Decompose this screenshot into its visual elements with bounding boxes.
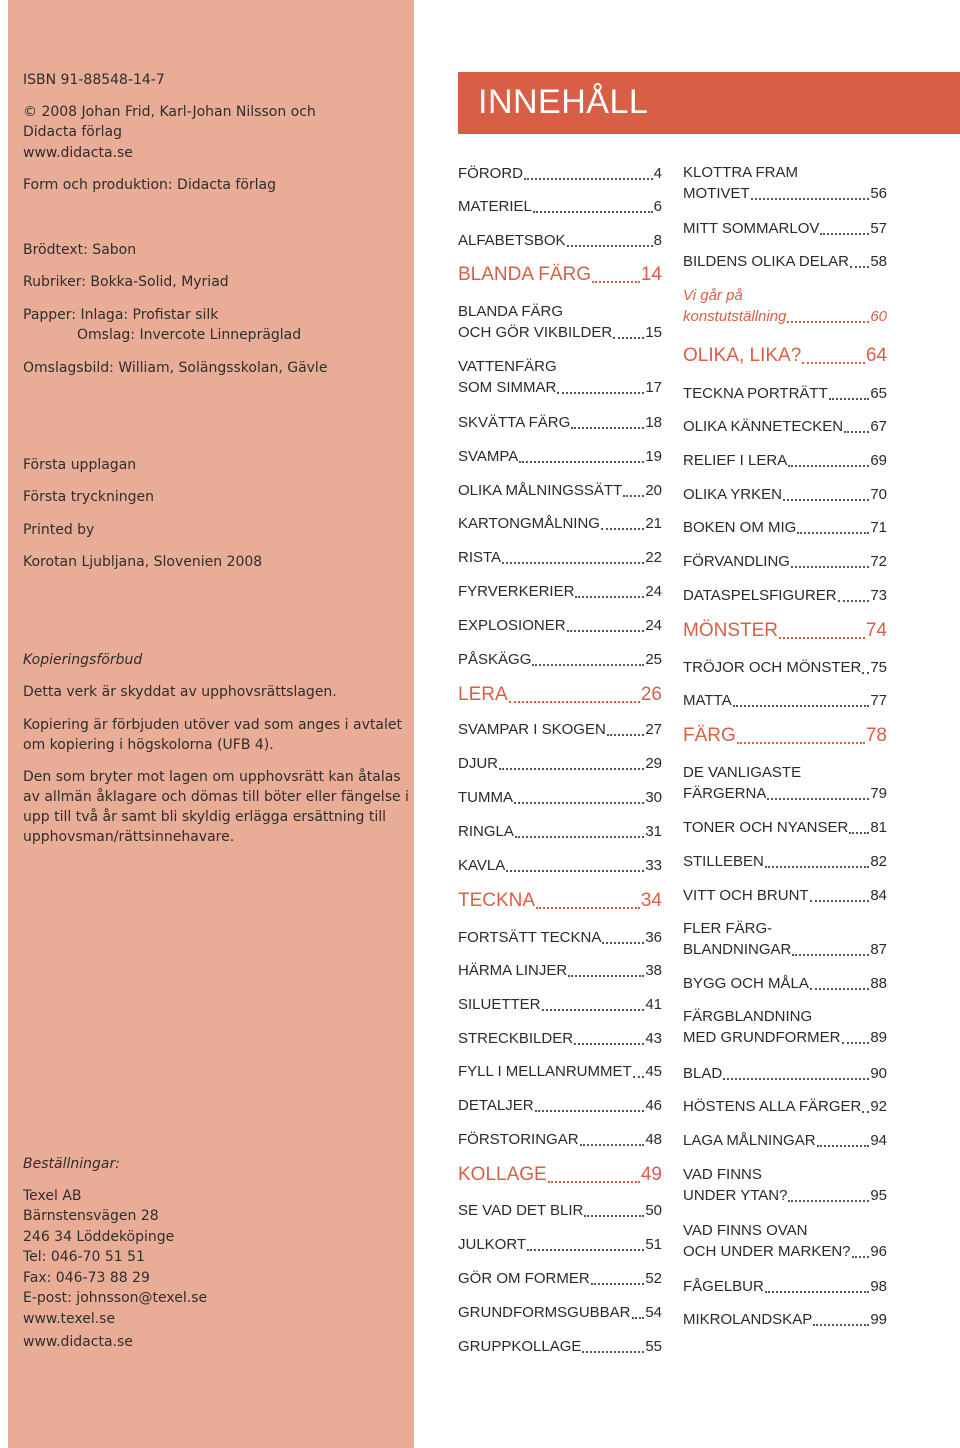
toc-entry-title: HÖSTENS ALLA FÄRGER — [683, 1098, 862, 1115]
toc-entry[interactable] — [683, 484, 887, 505]
toc-leader-dots — [582, 1351, 644, 1353]
toc-entry-title: HÄRMA LINJER — [458, 962, 568, 979]
toc-leader-dots — [850, 266, 869, 268]
toc-entry-title: VATTENFÄRG — [458, 358, 557, 375]
toc-entry-title: TECKNA PORTRÄTT — [683, 385, 828, 402]
toc-entry-title: GRUPPKOLLAGE — [458, 1338, 582, 1355]
toc-entry-title: KAVLA — [458, 857, 506, 874]
toc-leader-dots — [533, 211, 653, 213]
toc-page-number: 73 — [870, 587, 887, 604]
toc-page-number: 29 — [645, 755, 662, 772]
toc-entry[interactable] — [683, 762, 887, 804]
toc-entry[interactable] — [683, 585, 887, 606]
toc-entry[interactable] — [683, 851, 887, 872]
toc-entry[interactable] — [458, 821, 662, 842]
toc-page-number: 79 — [870, 785, 887, 802]
toc-page-number: 24 — [645, 583, 662, 600]
toc-entry[interactable] — [458, 1095, 662, 1116]
toc-entry-title: SOM SIMMAR — [458, 379, 557, 396]
toc-entry-title: STRECKBILDER — [458, 1030, 574, 1047]
orders-heading: Beställningar: — [23, 1156, 120, 1172]
toc-leader-dots — [591, 1283, 645, 1285]
toc-entry[interactable] — [458, 1336, 662, 1357]
toc-entry[interactable] — [458, 1163, 662, 1187]
toc-entry-title: ALFABETSBOK — [458, 232, 566, 249]
toc-page-number: 71 — [870, 519, 887, 536]
toc-page-number: 34 — [640, 890, 662, 911]
toc-entry[interactable] — [683, 817, 887, 838]
toc-page-number: 84 — [870, 887, 887, 904]
toc-page-number: 89 — [870, 1029, 887, 1046]
toc-entry[interactable] — [683, 690, 887, 711]
toc-entry[interactable] — [683, 619, 887, 643]
toc-page-number: 6 — [653, 198, 662, 215]
website-link[interactable]: www.didacta.se — [23, 145, 133, 161]
toc-entry-title: SE VAD DET BLIR — [458, 1202, 584, 1219]
toc-leader-dots — [842, 1042, 870, 1044]
toc-entry-title: DE VANLIGASTE — [683, 764, 802, 781]
toc-leader-dots — [844, 431, 869, 433]
brodtext-credit: Brödtext: Sabon — [23, 242, 137, 258]
toc-entry[interactable] — [458, 1028, 662, 1049]
toc-entry[interactable] — [458, 412, 662, 433]
toc-entry[interactable] — [683, 1164, 887, 1206]
toc-entry-title: FÖRVANDLING — [683, 553, 790, 570]
toc-entry[interactable] — [683, 918, 887, 960]
toc-entry-title: MOTIVET — [683, 185, 750, 202]
toc-entry-title: MATTA — [683, 692, 732, 709]
toc-page-number: 36 — [645, 929, 662, 946]
toc-leader-dots — [506, 870, 644, 872]
toc-entry-title: BLAD — [683, 1065, 723, 1082]
toc-entry-title: BLANDNINGAR — [683, 941, 792, 958]
toc-leader-dots — [838, 600, 870, 602]
toc-page-number: 30 — [645, 789, 662, 806]
toc-entry-title: FYLL I MELLANRUMMET — [458, 1063, 632, 1080]
toc-entry-title: STILLEBEN — [683, 853, 764, 870]
papper-inlaga: Papper: Inlaga: Profistar silk — [23, 307, 219, 323]
toc-entry[interactable] — [683, 383, 887, 404]
toc-entry[interactable] — [683, 724, 887, 748]
toc-entry[interactable] — [458, 994, 662, 1015]
toc-page-number: 18 — [645, 414, 662, 431]
toc-entry-title: OLIKA YRKEN — [683, 486, 782, 503]
toc-leader-dots — [519, 461, 644, 463]
toc-entry[interactable] — [683, 885, 887, 906]
toc-entry-title: MÖNSTER — [683, 620, 778, 641]
omslagsbild-credit: Omslagsbild: William, Solängsskolan, Gävle — [23, 360, 328, 376]
toc-entry-title: BILDENS OLIKA DELAR — [683, 253, 849, 270]
toc-page-number: 70 — [870, 486, 887, 503]
toc-leader-dots — [515, 836, 644, 838]
toc-leader-dots — [765, 866, 869, 868]
toc-entry[interactable] — [683, 657, 887, 678]
toc-page-number: 24 — [645, 617, 662, 634]
copyright-line-1: © 2008 Johan Frid, Karl-Johan Nilsson och — [23, 104, 316, 120]
copyright-line-2: Didacta förlag — [23, 124, 122, 140]
toc-leader-dots — [602, 942, 644, 944]
toc-entry-title: UNDER YTAN? — [683, 1187, 788, 1204]
toc-entry[interactable] — [683, 218, 887, 239]
toc-leader-dots — [574, 1043, 644, 1045]
toc-entry-title: LERA — [458, 684, 508, 705]
toc-entry-title: GRUNDFORMSGUBBAR — [458, 1304, 631, 1321]
copy-ban-p1: Detta verk är skyddat av upphovsrättslagen. — [23, 684, 337, 700]
toc-page-number: 99 — [870, 1311, 887, 1328]
edition: Första upplagan — [23, 457, 137, 473]
orders-street: Bärnstensvägen 28 — [23, 1208, 159, 1224]
toc-leader-dots — [862, 672, 869, 674]
toc-entry-title: VAD FINNS — [683, 1166, 762, 1183]
toc-entry[interactable] — [458, 1234, 662, 1255]
toc-page-number: 49 — [640, 1164, 662, 1185]
toc-entry-title: VAD FINNS OVAN — [683, 1222, 808, 1239]
toc-entry-title: FÄRGERNA — [683, 785, 767, 802]
orders-fax: Fax: 046-73 88 29 — [23, 1270, 150, 1286]
toc-page-number: 26 — [640, 684, 662, 705]
orders-email[interactable]: E-post: johnsson@texel.se — [23, 1290, 208, 1306]
toc-leader-dots — [502, 562, 644, 564]
toc-leader-dots — [532, 664, 644, 666]
toc-page-number: 8 — [653, 232, 662, 249]
toc-entry-title: FLER FÄRG- — [683, 920, 773, 937]
toc-entry-title: BYGG OCH MÅLA — [683, 975, 809, 992]
toc-leader-dots — [737, 742, 865, 744]
rubriker-credit: Rubriker: Bokka-Solid, Myriad — [23, 274, 229, 290]
toc-leader-dots — [567, 245, 653, 247]
toc-entry-title: MITT SOMMARLOV — [683, 220, 820, 237]
copy-ban-p2: Kopiering är förbjuden utöver vad som anges i avtalet om kopiering i högskolorna (UFB 4). — [23, 717, 402, 753]
toc-leader-dots — [557, 392, 644, 394]
toc-leader-dots — [580, 1144, 645, 1146]
toc-leader-dots — [509, 701, 640, 703]
toc-leader-dots — [524, 178, 653, 180]
toc-page-number: 43 — [645, 1030, 662, 1047]
toc-entry[interactable] — [683, 416, 887, 437]
toc-leader-dots — [862, 1111, 869, 1113]
toc-entry[interactable] — [458, 480, 662, 501]
toc-column-2 — [683, 0, 887, 1448]
orders-company: Texel AB — [23, 1188, 82, 1204]
toc-leader-dots — [849, 832, 869, 834]
toc-page-number: 38 — [645, 962, 662, 979]
toc-entry[interactable] — [683, 1130, 887, 1151]
toc-entry[interactable] — [683, 1276, 887, 1297]
toc-entry-title: TONER OCH NYANSER — [683, 819, 849, 836]
toc-entry-title: FYRVERKERIER — [458, 583, 575, 600]
toc-entry[interactable] — [458, 615, 662, 636]
toc-page-number: 48 — [645, 1131, 662, 1148]
toc-entry-title: TUMMA — [458, 789, 513, 806]
toc-leader-dots — [568, 975, 644, 977]
toc-leader-dots — [810, 900, 870, 902]
toc-leader-dots — [751, 198, 870, 200]
toc-leader-dots — [499, 768, 644, 770]
isbn: ISBN 91-88548-14-7 — [23, 72, 165, 88]
printer-name: Korotan Ljubljana, Slovenien 2008 — [23, 554, 263, 570]
toc-page-number: 50 — [645, 1202, 662, 1219]
toc-entry[interactable] — [458, 581, 662, 602]
toc-page-number: 33 — [645, 857, 662, 874]
toc-entry-title: DATASPELSFIGURER — [683, 587, 837, 604]
orders-tel: Tel: 046-70 51 51 — [23, 1249, 145, 1265]
toc-entry[interactable] — [458, 787, 662, 808]
orders-city: 246 34 Löddeköpinge — [23, 1229, 175, 1245]
toc-entry[interactable] — [683, 551, 887, 572]
toc-entry[interactable] — [683, 450, 887, 471]
toc-entry[interactable] — [458, 683, 662, 707]
toc-page-number: 75 — [870, 659, 887, 676]
toc-leader-dots — [567, 630, 645, 632]
form-credit: Form och produktion: Didacta förlag — [23, 177, 277, 193]
toc-page-number: 90 — [870, 1065, 887, 1082]
toc-page-number: 78 — [865, 725, 887, 746]
toc-leader-dots — [829, 398, 870, 400]
toc-entry[interactable] — [458, 301, 662, 343]
toc-entry-title: LAGA MÅLNINGAR — [683, 1132, 816, 1149]
toc-entry[interactable] — [683, 1096, 887, 1117]
toc-entry[interactable] — [458, 1302, 662, 1323]
toc-entry-title: BLANDA FÄRG — [458, 303, 564, 320]
toc-leader-dots — [797, 532, 869, 534]
toc-entry-title: MED GRUNDFORMER — [683, 1029, 841, 1046]
toc-entry-title: KARTONGMÅLNING — [458, 515, 600, 532]
toc-entry[interactable] — [683, 251, 887, 272]
toc-page-number: 81 — [870, 819, 887, 836]
orders-web-texel[interactable]: www.texel.se — [23, 1311, 116, 1327]
toc-entry[interactable] — [458, 855, 662, 876]
toc-entry-title: EXPLOSIONER — [458, 617, 566, 634]
toc-page-number: 17 — [645, 379, 662, 396]
copy-ban-heading: Kopieringsförbud — [23, 652, 143, 668]
toc-page-number: 69 — [870, 452, 887, 469]
toc-entry[interactable] — [458, 446, 662, 467]
toc-page-number: 82 — [870, 853, 887, 870]
toc-entry-title: SVAMPAR I SKOGEN — [458, 721, 606, 738]
toc-entry-title: OLIKA, LIKA? — [683, 345, 802, 366]
toc-leader-dots — [601, 528, 644, 530]
toc-page-number: 96 — [870, 1243, 887, 1260]
orders-web-didacta[interactable]: www.didacta.se — [23, 1334, 133, 1350]
toc-entry[interactable] — [683, 1220, 887, 1262]
toc-leader-dots — [810, 988, 869, 990]
toc-entry-title: FÄRG — [683, 725, 736, 746]
copy-ban-p3: Den som bryter mot lagen om upphovsrätt kan åtalas av allmän åklagare och dömas till böter eller fängelse i upp till två år samt bli skyldig erlägga ersättning till upphovsman/rättsinnehavare. — [23, 769, 409, 845]
toc-entry[interactable] — [458, 719, 662, 740]
toc-entry[interactable] — [683, 973, 887, 994]
toc-page-number: 4 — [653, 165, 662, 182]
toc-page-number: 15 — [645, 324, 662, 341]
toc-leader-dots — [813, 1324, 869, 1326]
toc-entry-title: RELIEF I LERA — [683, 452, 788, 469]
toc-entry[interactable] — [458, 513, 662, 534]
toc-entry-title: OCH GÖR VIKBILDER — [458, 324, 613, 341]
toc-entry[interactable] — [458, 356, 662, 398]
toc-leader-dots — [548, 1181, 640, 1183]
printing: Första tryckningen — [23, 489, 155, 505]
toc-entry[interactable] — [458, 1061, 662, 1082]
printed-by: Printed by — [23, 522, 95, 538]
toc-leader-dots — [852, 1256, 870, 1258]
toc-entry[interactable] — [683, 1309, 887, 1330]
toc-entry[interactable] — [683, 344, 887, 368]
toc-entry-title: TRÖJOR OCH MÖNSTER — [683, 659, 862, 676]
toc-entry-title: FÖRSTORINGAR — [458, 1131, 579, 1148]
toc-page-number: 52 — [645, 1270, 662, 1287]
toc-entry-title: PÅSKÄGG — [458, 651, 532, 668]
toc-entry[interactable] — [458, 230, 662, 251]
toc-leader-dots — [802, 362, 865, 364]
toc-entry-title: TECKNA — [458, 890, 536, 911]
toc-page-number: 88 — [870, 975, 887, 992]
toc-entry[interactable] — [683, 285, 887, 327]
toc-entry-title: RINGLA — [458, 823, 514, 840]
toc-entry[interactable] — [458, 753, 662, 774]
toc-entry[interactable] — [458, 263, 662, 287]
toc-page-number: 58 — [870, 253, 887, 270]
toc-entry[interactable] — [458, 927, 662, 948]
toc-leader-dots — [817, 1145, 870, 1147]
toc-page-number: 46 — [645, 1097, 662, 1114]
toc-page-number: 22 — [645, 549, 662, 566]
toc-entry[interactable] — [683, 517, 887, 538]
toc-entry-title: FORTSÄTT TECKNA — [458, 929, 602, 946]
toc-page-number: 94 — [870, 1132, 887, 1149]
toc-entry-title: SILUETTER — [458, 996, 541, 1013]
toc-leader-dots — [779, 637, 865, 639]
toc-entry-title: OCH UNDER MARKEN? — [683, 1243, 851, 1260]
toc-entry[interactable] — [458, 649, 662, 670]
toc-leader-dots — [584, 1215, 644, 1217]
toc-entry-title: MATERIEL — [458, 198, 532, 215]
toc-entry-title: KOLLAGE — [458, 1164, 547, 1185]
toc-leader-dots — [788, 1200, 869, 1202]
toc-leader-dots — [788, 465, 869, 467]
toc-entry-title: DJUR — [458, 755, 498, 772]
toc-page-number: 21 — [645, 515, 662, 532]
toc-entry-title: OLIKA KÄNNETECKEN — [683, 418, 844, 435]
toc-entry-title: FÄRGBLANDNING — [683, 1008, 813, 1025]
toc-leader-dots — [787, 321, 869, 323]
toc-page-number: 54 — [645, 1304, 662, 1321]
toc-page-number: 60 — [870, 308, 887, 325]
toc-entry-title: RISTA — [458, 549, 502, 566]
toc-leader-dots — [767, 798, 869, 800]
toc-leader-dots — [536, 907, 640, 909]
toc-page-number: 27 — [645, 721, 662, 738]
toc-page-number: 41 — [645, 996, 662, 1013]
toc-entry-title: MIKROLANDSKAP — [683, 1311, 813, 1328]
toc-page-number: 14 — [640, 264, 662, 285]
toc-page-number: 20 — [645, 482, 662, 499]
toc-page-number: 92 — [870, 1098, 887, 1115]
toc-entry-title: JULKORT — [458, 1236, 527, 1253]
toc-leader-dots — [632, 1317, 645, 1319]
toc-entry-title: DETALJER — [458, 1097, 534, 1114]
toc-leader-dots — [783, 499, 869, 501]
toc-column-1 — [458, 0, 662, 1448]
toc-page-number: 57 — [870, 220, 887, 237]
toc-entry[interactable] — [683, 162, 887, 204]
toc-page-number: 74 — [865, 620, 887, 641]
toc-leader-dots — [765, 1291, 869, 1293]
toc-entry[interactable] — [458, 163, 662, 184]
toc-leader-dots — [733, 705, 870, 707]
toc-leader-dots — [820, 233, 869, 235]
toc-page-number: 25 — [645, 651, 662, 668]
toc-page-number: 45 — [645, 1063, 662, 1080]
toc-entry[interactable] — [683, 1063, 887, 1084]
toc-entry[interactable] — [458, 1268, 662, 1289]
toc-leader-dots — [723, 1078, 869, 1080]
toc-leader-dots — [571, 427, 644, 429]
toc-leader-dots — [527, 1249, 644, 1251]
toc-entry[interactable] — [683, 1006, 887, 1048]
toc-leader-dots — [792, 954, 869, 956]
toc-heading: INNEHÅLL — [478, 83, 649, 121]
toc-entry[interactable] — [458, 1200, 662, 1221]
toc-entry-title: VITT OCH BRUNT — [683, 887, 809, 904]
toc-leader-dots — [542, 1009, 645, 1011]
toc-leader-dots — [535, 1110, 645, 1112]
toc-page-number: 19 — [645, 448, 662, 465]
toc-page-number: 56 — [870, 185, 887, 202]
toc-entry[interactable] — [458, 547, 662, 568]
toc-page-number: 55 — [645, 1338, 662, 1355]
toc-page-number: 65 — [870, 385, 887, 402]
toc-leader-dots — [575, 596, 644, 598]
toc-page-number: 95 — [870, 1187, 887, 1204]
toc-entry-title: KLOTTRA FRAM — [683, 164, 799, 181]
toc-entry-title: GÖR OM FORMER — [458, 1270, 590, 1287]
toc-leader-dots — [791, 566, 869, 568]
toc-entry-title: BOKEN OM MIG — [683, 519, 797, 536]
toc-entry-title: konstutställning — [683, 308, 787, 325]
toc-leader-dots — [592, 281, 640, 283]
toc-leader-dots — [514, 802, 644, 804]
toc-entry-title: BLANDA FÄRG — [458, 264, 592, 285]
toc-entry-title: SVAMPA — [458, 448, 519, 465]
toc-page-number: 51 — [645, 1236, 662, 1253]
toc-entry-title: FÅGELBUR — [683, 1278, 764, 1295]
toc-entry[interactable] — [458, 196, 662, 217]
toc-leader-dots — [633, 1076, 645, 1078]
toc-leader-dots — [623, 495, 644, 497]
toc-leader-dots — [607, 734, 645, 736]
toc-entry[interactable] — [458, 1129, 662, 1150]
toc-entry-title: Vi går på — [683, 287, 743, 304]
toc-page-number: 72 — [870, 553, 887, 570]
toc-entry[interactable] — [458, 960, 662, 981]
toc-entry-title: FÖRORD — [458, 165, 523, 182]
toc-entry-title: OLIKA MÅLNINGSSÄTT — [458, 482, 623, 499]
toc-page-number: 64 — [865, 345, 887, 366]
papper-omslag: Omslag: Invercote Linnepräglad — [77, 327, 302, 343]
toc-page-number: 67 — [870, 418, 887, 435]
toc-page-number: 98 — [870, 1278, 887, 1295]
toc-entry-title: SKVÄTTA FÄRG — [458, 414, 571, 431]
toc-page-number: 31 — [645, 823, 662, 840]
toc-page-number: 77 — [870, 692, 887, 709]
toc-entry[interactable] — [458, 889, 662, 913]
toc-page-number: 87 — [870, 941, 887, 958]
toc-leader-dots — [613, 337, 644, 339]
